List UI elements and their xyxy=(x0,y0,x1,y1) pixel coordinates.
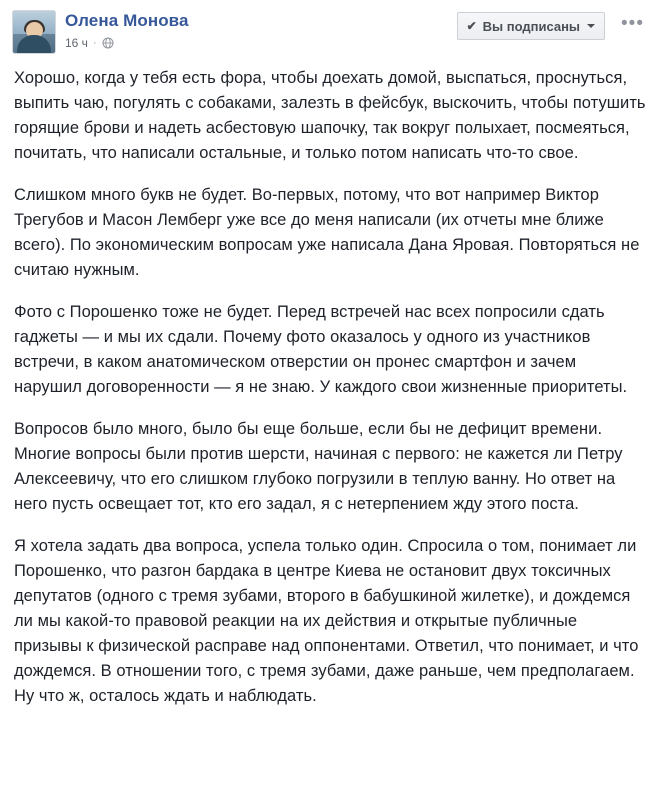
post-paragraph: Фото с Порошенко тоже не будет. Перед встречей нас всех попросили сдать гаджеты — и мы их сдали. Почему фото оказалось у одного из участников встречи, в каком анатомическом отверстии он пронес смартфон и зачем нарушил договоренности — я не знаю. У каждого свои жизненные приоритеты. xyxy=(14,303,628,396)
meta-separator: · xyxy=(92,37,97,49)
avatar-body xyxy=(17,35,51,53)
post-body xyxy=(0,60,662,719)
post-paragraph: Вопросов было много, было бы еще больше, если бы не дефицит времени. Многие вопросы были против шерсти, начиная с первого: не кажется ли Петру Алексеевичу, что его слишком глубоко погрузили в теплую ванну. Но ответ на него пусть освещает тот, кто его задал, я с нетерпением жду этого поста. xyxy=(14,420,623,513)
chevron-down-icon xyxy=(587,24,595,28)
post-paragraph: Хорошо, когда у тебя есть фора, чтобы доехать домой, выспаться, проснуться, выпить чаю, погулять с собаками, залезть в фейсбук, выскочить, чтобы потушить горящие брови и надеть асбестовую шапочку, так вокруг полыхает, посмеяться, почитать, что написали остальные, и только потом написать что-то свое. xyxy=(14,69,646,162)
post-paragraph: Я хотела задать два вопроса, успела только один. Спросила о том, понимает ли Порошенко, что разгон бардака в центре Киева не остановит двух токсичных депутатов (одного с тремя зубами, второго в бабушкиной жилетке), и дождемся ли мы какой-то правовой реакции на их действия и открытые публичные призывы к физической расправе над оппонентами. Ответил, что понимает, и что дождемся. В отношении того, с тремя зубами, даже раньше, чем предполагаем. Ну что ж, осталось ждать и наблюдать. xyxy=(14,537,639,705)
follow-button[interactable] xyxy=(457,12,605,40)
post-header xyxy=(0,0,662,60)
check-icon: ✔ xyxy=(466,19,477,33)
follow-button-label: Вы подписаны xyxy=(482,18,581,34)
author-name-link[interactable]: Олена Монова xyxy=(65,11,189,30)
post-author-block xyxy=(65,10,457,50)
post-timestamp[interactable]: 16 ч xyxy=(65,36,88,50)
post-meta xyxy=(65,36,457,50)
post-header-actions xyxy=(457,10,650,40)
avatar[interactable] xyxy=(12,10,56,54)
ellipsis-icon[interactable]: ••• xyxy=(621,13,644,34)
post-paragraph: Слишком много букв не будет. Во-первых, потому, что вот например Виктор Трегубов и Масон Лемберг уже все до меня написали (их отчеты мне ближе всего). По экономическим вопросам уже написала Дана Яровая. Повторяться не считаю нужным. xyxy=(14,186,640,279)
globe-icon[interactable] xyxy=(102,37,114,49)
